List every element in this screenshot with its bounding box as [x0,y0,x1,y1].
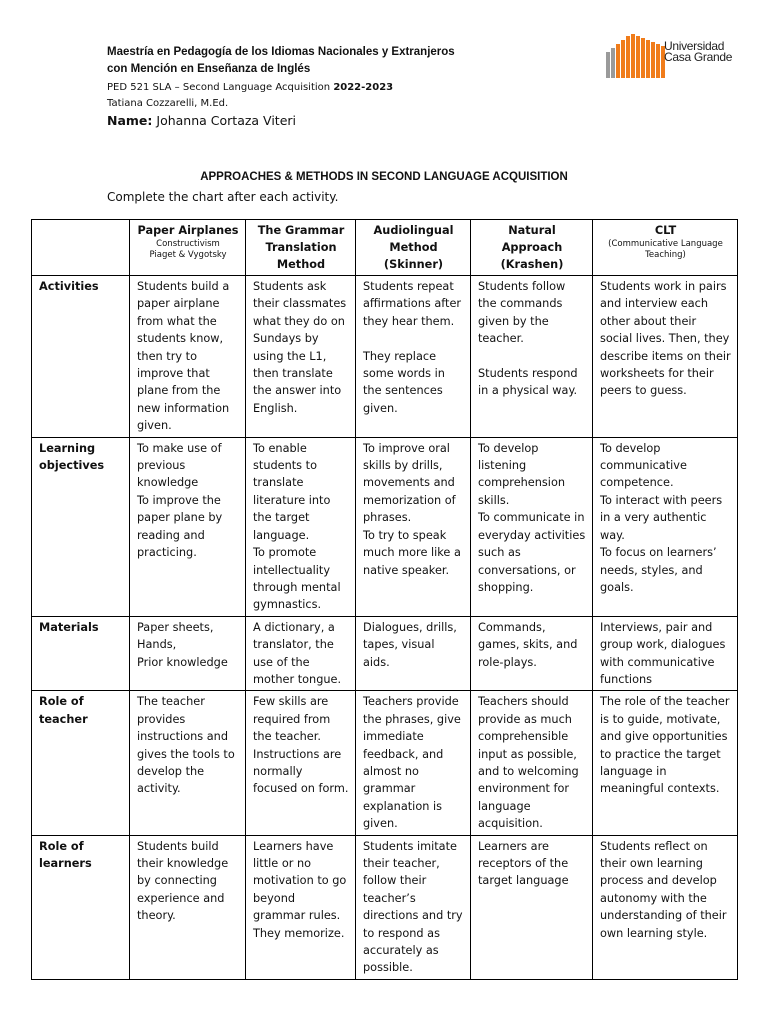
column-subtitle: Constructivism Piaget & Vygotsky [149,239,227,260]
table-header-row [32,220,738,276]
name-label: Name: [107,113,153,128]
course-line [107,80,567,96]
logo-stripe [651,42,655,78]
table-cell: The teacher provides instructions and gives the tools to develop the activity. [130,691,246,835]
column-title: The Grammar Translation Method [257,224,345,271]
student-name-line [107,112,567,130]
table-cell: Students ask their classmates what they do on Sundays by using the L1, then translate the answer into English. [246,276,356,438]
document-header [107,44,567,130]
logo-stripe [636,36,640,78]
table-row [32,437,738,616]
table-cell: Interviews, pair and group work, dialogues with communicative functions [593,616,738,691]
table-row [32,616,738,691]
header-cell [356,220,471,276]
table-cell: A dictionary, a translator, the use of the mother tongue. [246,616,356,691]
logo-text-line1: Universidad [664,39,725,53]
student-name: Johanna Cortaza Viteri [156,113,297,128]
table-cell: To develop listening comprehension skills. To communicate in everyday activities such as conversations, or shopping. [471,437,593,616]
program-title-line1: Maestría en Pedagogía de los Idiomas Nacionales y Extranjeros [107,46,455,58]
logo-stripe [616,44,620,78]
column-title: Audiolingual Method (Skinner) [373,224,454,271]
table-cell: Students follow the commands given by the teacher. Students respond in a physical way. [471,276,593,438]
table-cell: To improve oral skills by drills, movements and memorization of phrases. To try to speak much more like a native speaker. [356,437,471,616]
table-cell: Teachers should provide as much comprehensible input as possible, and to welcoming environment for language acquisition. [471,691,593,835]
document-instruction: Complete the chart after each activity. [107,190,339,204]
row-label: Role of teacher [32,691,130,835]
column-title: Natural Approach (Krashen) [500,224,564,271]
logo-stripe [641,38,645,78]
table-cell: Learners are receptors of the target language [471,835,593,979]
logo-stripe [646,40,650,78]
logo-text-line2: Casa Grande [664,50,733,64]
program-title-line2: con Mención en Enseñanza de Inglés [107,63,311,75]
table-cell: To develop communicative competence. To interact with peers in a very authentic way. To focus on learners’ needs, styles, and goals. [593,437,738,616]
header-cell [471,220,593,276]
header-cell [593,220,738,276]
logo-stripe [611,48,615,78]
table-cell: Commands, games, skits, and role-plays. [471,616,593,691]
table-cell: Paper sheets, Hands, Prior knowledge [130,616,246,691]
course-name: PED 521 SLA – Second Language Acquisition [107,82,331,93]
header-cell [130,220,246,276]
column-title: CLT [654,224,677,237]
table-cell: Students work in pairs and interview each other about their social lives. Then, they describe items on their worksheets for their peers to guess. [593,276,738,438]
table-cell: To enable students to translate literature into the target language. To promote intellectuality through mental gymnastics. [246,437,356,616]
logo-stripe [631,34,635,78]
course-year: 2022-2023 [333,82,394,93]
university-logo [606,34,746,78]
table-row [32,835,738,979]
logo-stripe [621,40,625,78]
row-label: Role of learners [32,835,130,979]
row-label: Learning objectives [32,437,130,616]
table-cell: Students repeat affirmations after they hear them. They replace some words in the sentences given. [356,276,471,438]
table-cell: Learners have little or no motivation to go beyond grammar rules. They memorize. [246,835,356,979]
header-cell-empty [32,220,130,276]
table-cell: Students build their knowledge by connecting experience and theory. [130,835,246,979]
column-title: Paper Airplanes [137,224,239,237]
logo-stripes-icon [606,34,668,78]
table-cell: Students reflect on their own learning process and develop autonomy with the understanding of their own learning style. [593,835,738,979]
document-title: APPROACHES & METHODS IN SECOND LANGUAGE ACQUISITION [200,171,568,183]
table-cell: Dialogues, drills, tapes, visual aids. [356,616,471,691]
logo-stripe [656,44,660,78]
table-cell: Teachers provide the phrases, give immediate feedback, and almost no grammar explanation is given. [356,691,471,835]
logo-stripe [606,52,610,78]
header-cell [246,220,356,276]
row-label: Activities [32,276,130,438]
table-cell: Few skills are required from the teacher. Instructions are normally focused on form. [246,691,356,835]
table-cell: Students imitate their teacher, follow their teacher’s directions and try to respond as accurately as possible. [356,835,471,979]
table-row [32,691,738,835]
table-cell: To make use of previous knowledge To improve the paper plane by reading and practicing. [130,437,246,616]
methods-table [31,219,738,980]
instructor-name: Tatiana Cozzarelli, M.Ed. [107,98,229,109]
row-label: Materials [32,616,130,691]
table-cell: Students build a paper airplane from what the students know, then try to improve that plane from the new information given. [130,276,246,438]
column-subtitle: (Communicative Language Teaching) [608,239,723,260]
table-row [32,276,738,438]
logo-stripe [626,36,630,78]
table-cell: The role of the teacher is to guide, motivate, and give opportunities to practice the target language in meaningful contexts. [593,691,738,835]
